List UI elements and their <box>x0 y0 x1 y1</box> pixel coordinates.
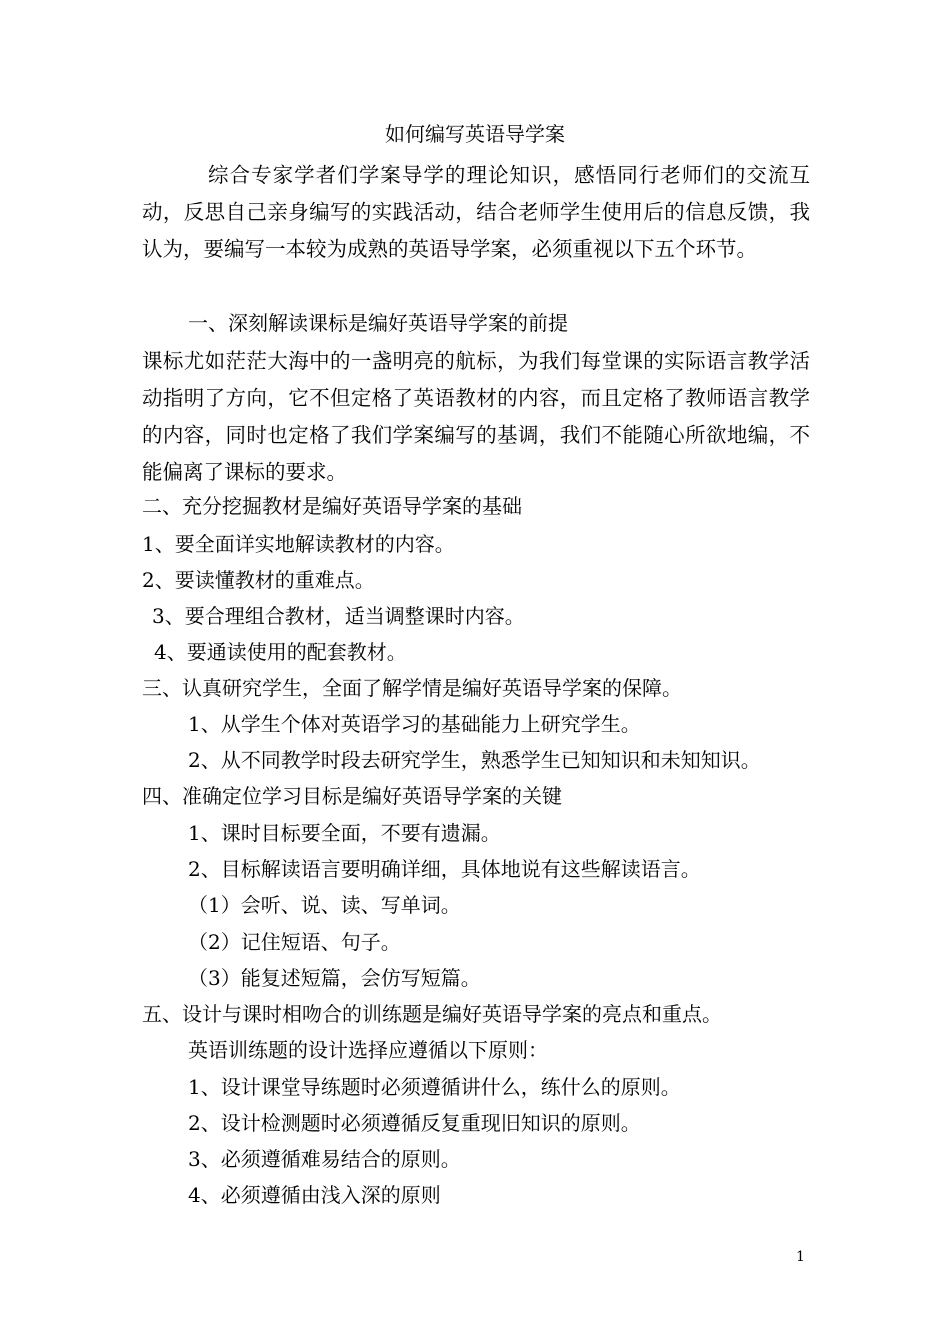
intro-paragraph: 综合专家学者们学案导学的理论知识，感悟同行老师们的交流互动，反思自己亲身编写的实践活动，结合老师学生使用后的信息反馈，我认为，要编写一本较为成熟的英语导学案，必须重视以下五个环节。 <box>142 163 810 261</box>
section4-subitem: （1）会听、说、读、写单词。 <box>188 893 461 917</box>
section4-subitem: （2）记住短语、句子。 <box>188 930 401 954</box>
section5-item: 3、必须遵循难易结合的原则。 <box>188 1147 461 1171</box>
section5-heading: 五、设计与课时相吻合的训练题是编好英语导学案的亮点和重点。 <box>142 1002 722 1026</box>
section2-item: 1、要全面详实地解读教材的内容。 <box>142 532 455 556</box>
page-number: 1 <box>796 1249 805 1265</box>
section5-item: 2、设计检测题时必须遵循反复重现旧知识的原则。 <box>188 1111 641 1135</box>
document-title: 如何编写英语导学案 <box>385 122 565 146</box>
section4-item: 2、目标解读语言要明确详细，具体地说有这些解读语言。 <box>188 857 701 881</box>
section5-lead: 英语训练题的设计选择应遵循以下原则： <box>188 1038 548 1062</box>
section4-heading: 四、准确定位学习目标是编好英语导学案的关键 <box>142 784 562 808</box>
section2-heading: 二、充分挖掘教材是编好英语导学案的基础 <box>142 494 522 518</box>
section5-item: 1、设计课堂导练题时必须遵循讲什么，练什么的原则。 <box>188 1075 681 1099</box>
section2-item: 4、要通读使用的配套教材。 <box>154 640 407 664</box>
section3-item: 1、从学生个体对英语学习的基础能力上研究学生。 <box>188 712 641 736</box>
section1-heading: 一、深刻解读课标是编好英语导学案的前提 <box>188 311 568 335</box>
section3-heading: 三、认真研究学生，全面了解学情是编好英语导学案的保障。 <box>142 676 682 700</box>
section3-item: 2、从不同教学时段去研究学生，熟悉学生已知知识和未知知识。 <box>188 748 761 772</box>
section2-item: 2、要读懂教材的重难点。 <box>142 568 375 592</box>
section4-subitem: （3）能复述短篇，会仿写短篇。 <box>188 966 481 990</box>
section5-item: 4、必须遵循由浅入深的原则 <box>188 1183 441 1207</box>
section2-item: 3、要合理组合教材，适当调整课时内容。 <box>152 604 525 628</box>
section1-body: 课标尤如茫茫大海中的一盏明亮的航标，为我们每堂课的实际语言教学活动指明了方向，它不但定格了英语教材的内容，而且定格了教师语言教学的内容，同时也定格了我们学案编写的基调，我们不能随心所欲地编，不能偏离了课标的要求。 <box>142 349 810 484</box>
section4-item: 1、课时目标要全面，不要有遗漏。 <box>188 821 501 845</box>
